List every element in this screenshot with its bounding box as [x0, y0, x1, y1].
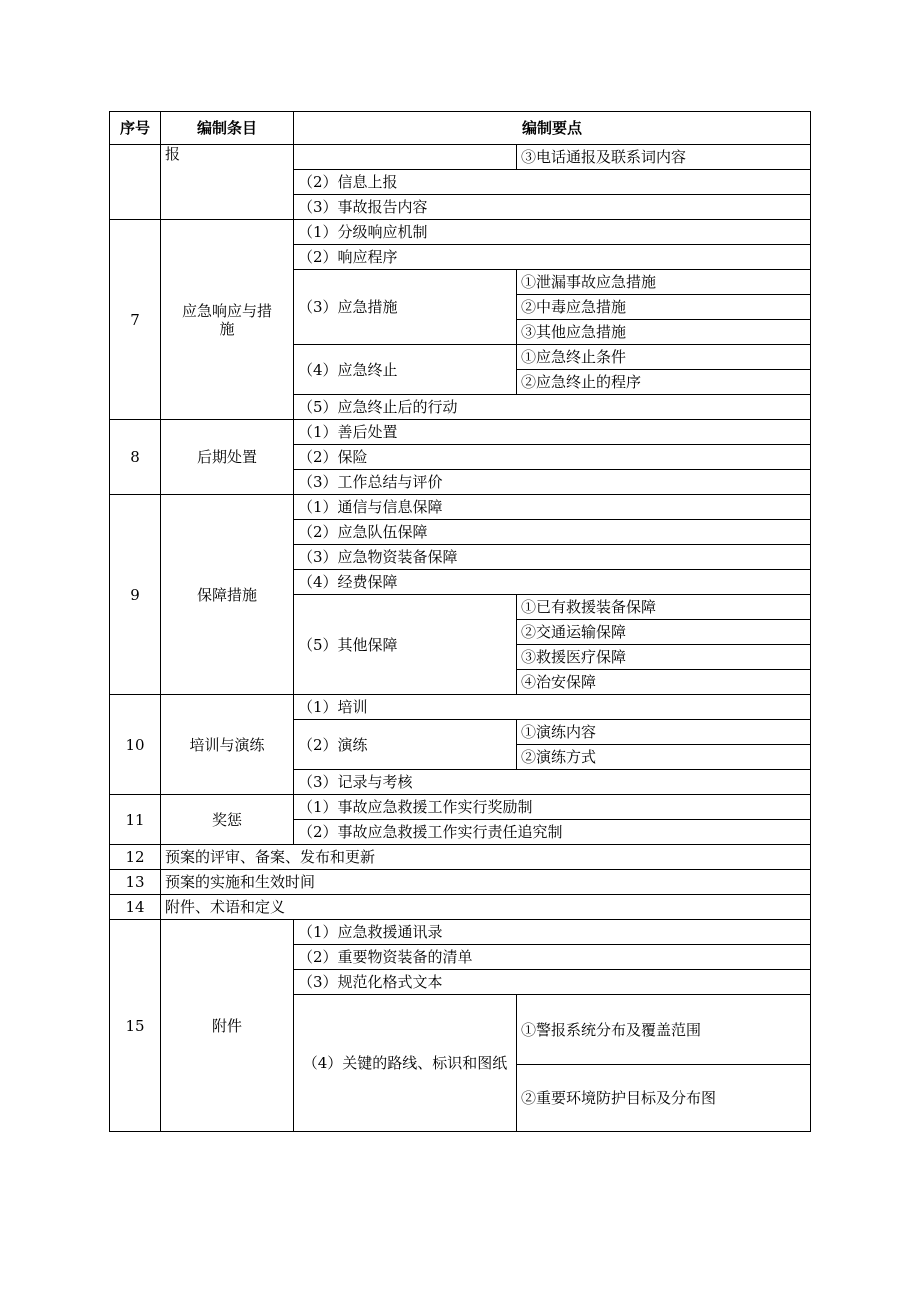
item-cell: 预案的实施和生效时间 — [161, 870, 811, 895]
item-cell: 保障措施 — [161, 495, 294, 695]
sub-point-cell: ①应急终止条件 — [517, 345, 811, 370]
header-item: 编制条目 — [161, 112, 294, 145]
point-cell: （1）分级响应机制 — [294, 220, 811, 245]
point-cell — [294, 145, 517, 170]
table-row — [110, 495, 811, 520]
point-cell: （1）培训 — [294, 695, 811, 720]
header-seq: 序号 — [110, 112, 161, 145]
sub-point-cell: ③电话通报及联系词内容 — [517, 145, 811, 170]
item-cell: 应急响应与措施 — [161, 220, 294, 420]
table-row — [110, 145, 811, 170]
point-cell: （2）演练 — [294, 720, 517, 770]
table-row — [110, 220, 811, 245]
item-cell: 附件 — [161, 920, 294, 1132]
sub-point-cell: ④治安保障 — [517, 670, 811, 695]
table-row — [110, 845, 811, 870]
sub-point-cell: ②应急终止的程序 — [517, 370, 811, 395]
table-row — [110, 420, 811, 445]
seq-cell: 13 — [110, 870, 161, 895]
item-cell: 奖惩 — [161, 795, 294, 845]
item-cell: 报 — [161, 145, 294, 220]
table-header-row — [110, 112, 811, 145]
sub-point-cell: ①泄漏事故应急措施 — [517, 270, 811, 295]
point-cell: （2）保险 — [294, 445, 811, 470]
table-row — [110, 895, 811, 920]
point-cell: （4）应急终止 — [294, 345, 517, 395]
sub-point-cell: ②重要环境防护目标及分布图 — [517, 1065, 811, 1132]
seq-cell: 15 — [110, 920, 161, 1132]
point-cell: （3）应急措施 — [294, 270, 517, 345]
item-cell: 培训与演练 — [161, 695, 294, 795]
sub-point-cell: ①警报系统分布及覆盖范围 — [517, 995, 811, 1065]
point-cell: （2）应急队伍保障 — [294, 520, 811, 545]
emergency-plan-table — [109, 111, 811, 1132]
seq-cell: 11 — [110, 795, 161, 845]
point-cell: （3）事故报告内容 — [294, 195, 811, 220]
item-cell: 后期处置 — [161, 420, 294, 495]
point-cell: （2）信息上报 — [294, 170, 811, 195]
seq-cell: 7 — [110, 220, 161, 420]
point-cell: （2）重要物资装备的清单 — [294, 945, 811, 970]
point-cell: （1）善后处置 — [294, 420, 811, 445]
seq-cell: 14 — [110, 895, 161, 920]
sub-point-cell: ①演练内容 — [517, 720, 811, 745]
point-cell: （2）响应程序 — [294, 245, 811, 270]
point-cell: （5）应急终止后的行动 — [294, 395, 811, 420]
point-cell: （4）经费保障 — [294, 570, 811, 595]
table-row — [110, 695, 811, 720]
point-cell: （4）关键的路线、标识和图纸 — [294, 995, 517, 1132]
sub-point-cell: ③其他应急措施 — [517, 320, 811, 345]
table-row — [110, 920, 811, 945]
point-cell: （3）应急物资装备保障 — [294, 545, 811, 570]
seq-cell: 9 — [110, 495, 161, 695]
seq-cell — [110, 145, 161, 220]
point-cell: （3）记录与考核 — [294, 770, 811, 795]
seq-cell: 12 — [110, 845, 161, 870]
point-cell: （1）事故应急救援工作实行奖励制 — [294, 795, 811, 820]
seq-cell: 10 — [110, 695, 161, 795]
point-cell: （3）工作总结与评价 — [294, 470, 811, 495]
sub-point-cell: ②演练方式 — [517, 745, 811, 770]
sub-point-cell: ②中毒应急措施 — [517, 295, 811, 320]
table-row — [110, 795, 811, 820]
header-points: 编制要点 — [294, 112, 811, 145]
point-cell: （2）事故应急救援工作实行责任追究制 — [294, 820, 811, 845]
item-cell: 附件、术语和定义 — [161, 895, 811, 920]
point-cell: （1）通信与信息保障 — [294, 495, 811, 520]
seq-cell: 8 — [110, 420, 161, 495]
sub-point-cell: ②交通运输保障 — [517, 620, 811, 645]
table-row — [110, 870, 811, 895]
item-cell: 预案的评审、备案、发布和更新 — [161, 845, 811, 870]
point-cell: （1）应急救援通讯录 — [294, 920, 811, 945]
sub-point-cell: ③救援医疗保障 — [517, 645, 811, 670]
sub-point-cell: ①已有救援装备保障 — [517, 595, 811, 620]
point-cell: （3）规范化格式文本 — [294, 970, 811, 995]
point-cell: （5）其他保障 — [294, 595, 517, 695]
